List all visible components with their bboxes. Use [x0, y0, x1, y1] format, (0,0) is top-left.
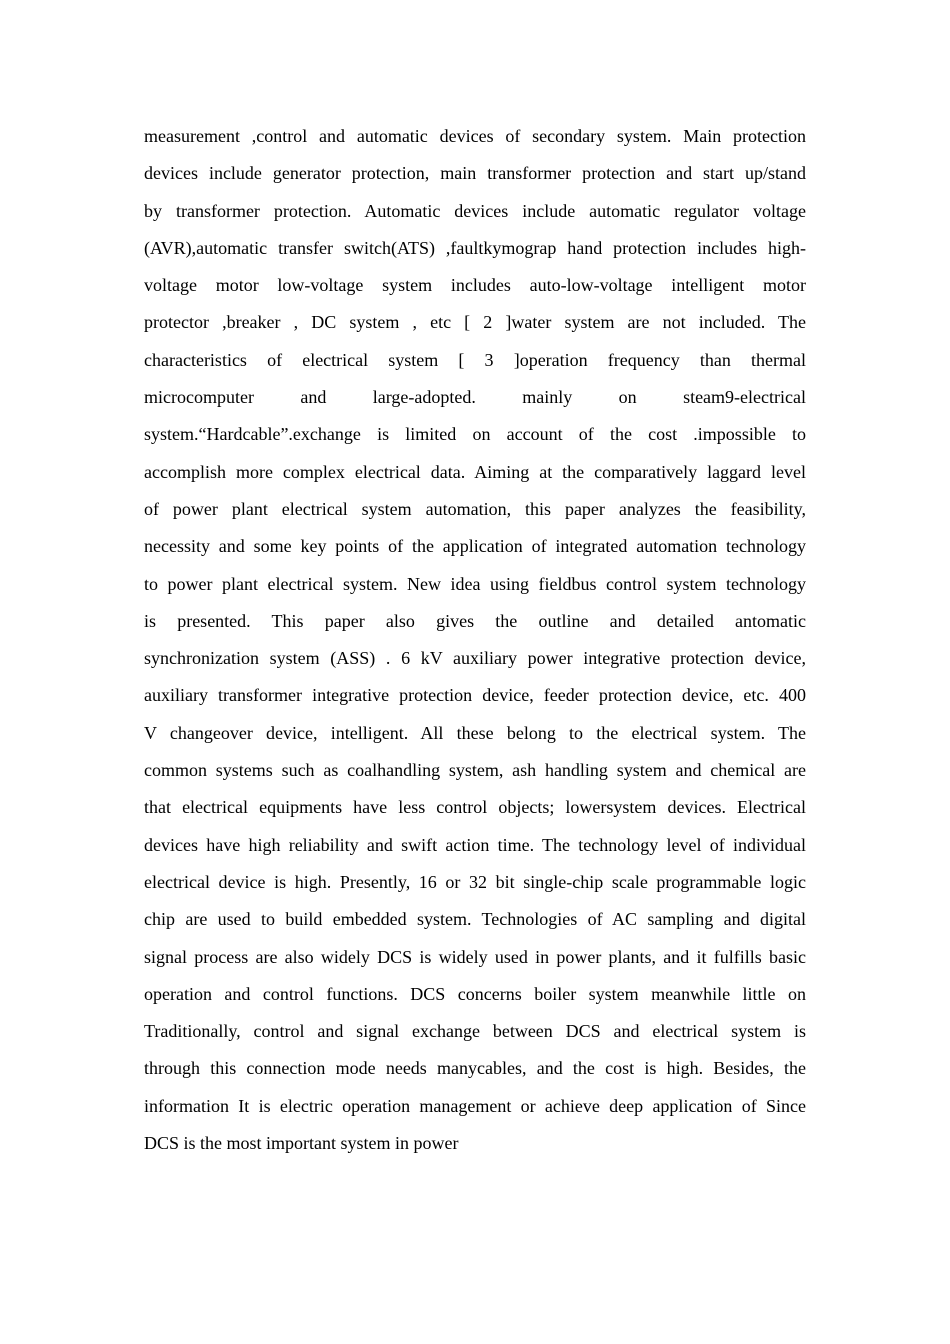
text-line: voltage motor low-voltage system includes auto-low-voltage intelligent motor — [144, 275, 806, 296]
text-line: by transformer protection. Automatic devices include automatic regulator voltage — [144, 200, 806, 221]
text-line: devices include generator protection, main transformer protection and start up/stand — [144, 163, 806, 184]
text-line: necessity and some key points of the application of integrated automation technology — [144, 536, 806, 557]
text-line: of power plant electrical system automation, this paper analyzes the feasibility, — [144, 498, 806, 519]
text-line: through this connection mode needs manycables, and the cost is high. Besides, the — [144, 1058, 806, 1079]
text-line: accomplish more complex electrical data. Aiming at the comparatively laggard level — [144, 461, 806, 482]
text-line: Traditionally, control and signal exchange between DCS and electrical system is — [144, 1021, 806, 1042]
text-line: electrical device is high. Presently, 16 or 32 bit single-chip scale programmable logic — [144, 871, 806, 892]
text-line: protector ,breaker , DC system , etc [ 2 ]water system are not included. The — [144, 312, 806, 333]
text-line: characteristics of electrical system [ 3 ]operation frequency than thermal — [144, 349, 806, 370]
text-line: synchronization system (ASS) . 6 kV auxiliary power integrative protection device, — [144, 648, 806, 669]
text-line: V changeover device, intelligent. All these belong to the electrical system. The — [144, 722, 806, 743]
text-line: common systems such as coalhandling system, ash handling system and chemical are — [144, 760, 806, 781]
text-line: signal process are also widely DCS is widely used in power plants, and it fulfills basic — [144, 946, 806, 967]
text-line: devices have high reliability and swift action time. The technology level of individual — [144, 834, 806, 855]
text-line: (AVR),automatic transfer switch(ATS) ,faultkymograp hand protection includes high- — [144, 237, 806, 258]
text-line: that electrical equipments have less control objects; lowersystem devices. Electrical — [144, 797, 806, 818]
text-line: auxiliary transformer integrative protection device, feeder protection device, etc. 400 — [144, 685, 806, 706]
text-line: to power plant electrical system. New idea using fieldbus control system technology — [144, 573, 806, 594]
text-line: operation and control functions. DCS concerns boiler system meanwhile little on — [144, 983, 806, 1004]
text-line: information It is electric operation management or achieve deep application of Since — [144, 1095, 806, 1116]
text-line: measurement ,control and automatic devices of secondary system. Main protection — [144, 126, 806, 146]
text-line: DCS is the most important system in power — [144, 1133, 459, 1154]
text-line: chip are used to build embedded system. Technologies of AC sampling and digital — [144, 909, 806, 930]
text-line: microcomputer and large-adopted. mainly on steam9-electrical — [144, 387, 806, 408]
body-paragraph — [144, 118, 806, 1162]
text-line: is presented. This paper also gives the outline and detailed antomatic — [144, 610, 806, 631]
text-line: system.“Hardcable”.exchange is limited on account of the cost .impossible to — [144, 424, 806, 445]
